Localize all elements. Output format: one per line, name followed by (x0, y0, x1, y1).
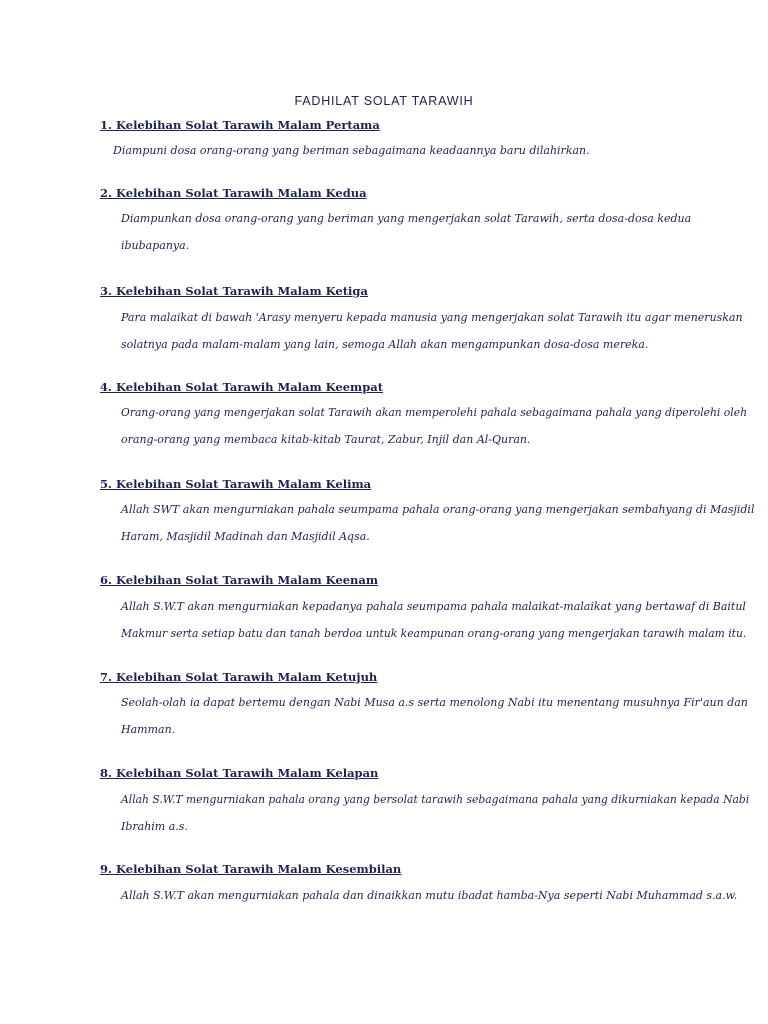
section-1-line-1: Diampuni dosa orang-orang yang beriman sebagaimana keadaannya baru dilahirkan. (113, 144, 590, 157)
section-7-line-2: Hamman. (121, 723, 176, 736)
section-4-heading: 4. Kelebihan Solat Tarawih Malam Keempat (100, 380, 384, 394)
section-7-heading: 7. Kelebihan Solat Tarawih Malam Ketujuh (100, 670, 378, 684)
section-5-line-2: Haram, Masjidil Madinah dan Masjidil Aqsa. (121, 530, 370, 543)
section-9-heading: 9. Kelebihan Solat Tarawih Malam Kesembilan (100, 862, 402, 876)
section-5-line-1: Allah SWT akan mengurniakan pahala seumpama pahala orang-orang yang mengerjakan sembahyang di Masjidil (121, 503, 755, 516)
section-3-heading: 3. Kelebihan Solat Tarawih Malam Ketiga (100, 284, 368, 298)
section-8-line-1: Allah S.W.T mengurniakan pahala orang yang bersolat tarawih sebagaimana pahala yang dikurniakan kepada Nabi (121, 793, 750, 806)
section-6-line-2: Makmur serta setiap batu dan tanah berdoa untuk keampunan orang-orang yang mengerjakan tarawih malam itu. (121, 627, 747, 640)
section-4-line-1: Orang-orang yang mengerjakan solat Tarawih akan memperolehi pahala sebagaimana pahala yang diperolehi oleh (121, 406, 747, 419)
section-4-line-2: orang-orang yang membaca kitab-kitab Taurat, Zabur, Injil dan Al-Quran. (121, 433, 531, 446)
section-3-line-1: Para malaikat di bawah 'Arasy menyeru kepada manusia yang mengerjakan solat Tarawih itu agar meneruskan (121, 311, 743, 324)
section-5-heading: 5. Kelebihan Solat Tarawih Malam Kelima (100, 477, 372, 491)
section-2-line-2: ibubapanya. (121, 239, 190, 252)
section-7-line-1: Seolah-olah ia dapat bertemu dengan Nabi Musa a.s serta menolong Nabi itu menentang musuhnya Fir'aun dan (121, 696, 748, 709)
section-8-heading: 8. Kelebihan Solat Tarawih Malam Kelapan (100, 766, 379, 780)
section-8-line-2: Ibrahim a.s. (121, 820, 188, 833)
section-1-heading: 1. Kelebihan Solat Tarawih Malam Pertama (100, 118, 380, 132)
section-6-line-1: Allah S.W.T akan mengurniakan kepadanya pahala seumpama pahala malaikat-malaikat yang bertawaf di Baitul (121, 600, 746, 613)
document-title: FADHILAT SOLAT TARAWIH (294, 94, 474, 108)
section-9-line-1: Allah S.W.T akan mengurniakan pahala dan dinaikkan mutu ibadat hamba-Nya seperti Nabi Muhammad s.a.w. (121, 889, 738, 902)
section-3-line-2: solatnya pada malam-malam yang lain, semoga Allah akan mengampunkan dosa-dosa mereka. (121, 338, 649, 351)
section-2-line-1: Diampunkan dosa orang-orang yang beriman yang mengerjakan solat Tarawih, serta dosa-dosa kedua (121, 212, 692, 225)
section-6-heading: 6. Kelebihan Solat Tarawih Malam Keenam (100, 573, 379, 587)
section-2-heading: 2. Kelebihan Solat Tarawih Malam Kedua (100, 186, 367, 200)
